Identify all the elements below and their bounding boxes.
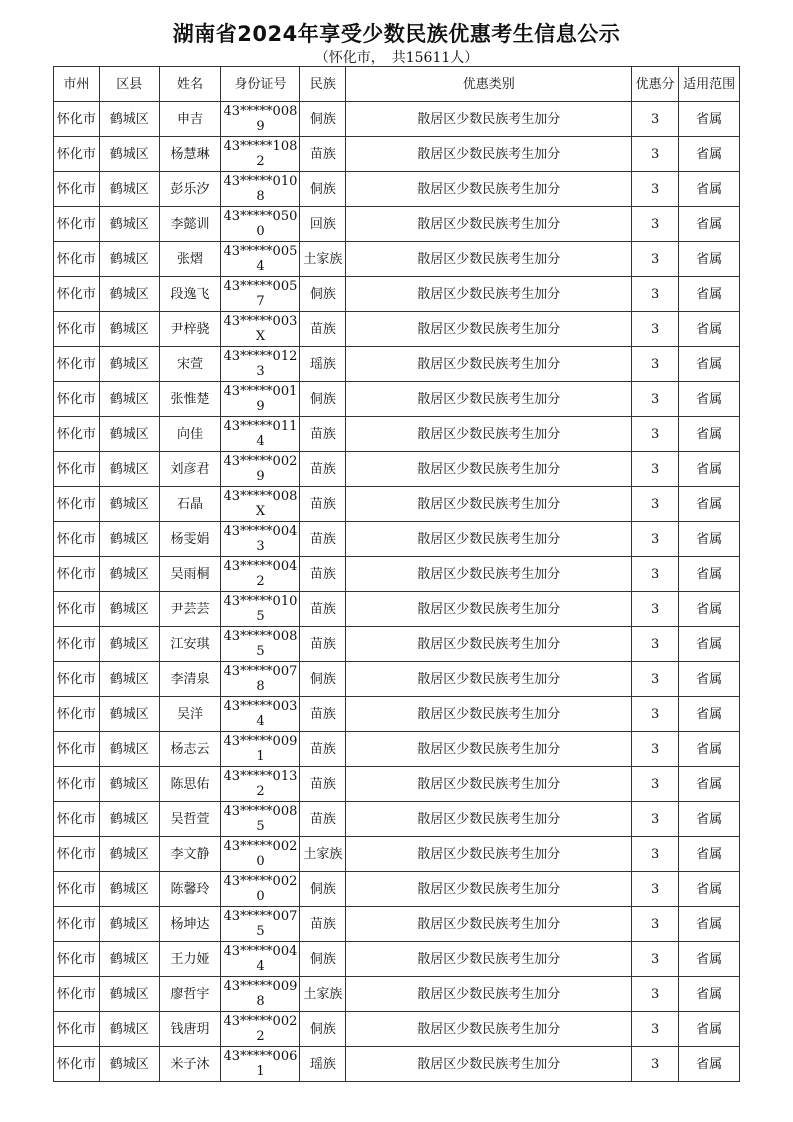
cell-id-number: 43*****1082 — [221, 137, 300, 172]
cell-district: 鹤城区 — [99, 697, 159, 732]
cell-scope: 省属 — [679, 907, 740, 942]
cell-district: 鹤城区 — [99, 977, 159, 1012]
cell-bonus-points: 3 — [632, 277, 679, 312]
table-row — [54, 382, 740, 417]
cell-city: 怀化市 — [54, 802, 100, 837]
cell-name: 陈馨玲 — [159, 872, 221, 907]
cell-id-number: 43*****0132 — [221, 767, 300, 802]
cell-id-number: 43*****0019 — [221, 382, 300, 417]
cell-ethnicity: 侗族 — [300, 942, 346, 977]
column-header-ethnicity: 民族 — [300, 67, 346, 102]
cell-ethnicity: 苗族 — [300, 732, 346, 767]
cell-ethnicity: 苗族 — [300, 452, 346, 487]
cell-district: 鹤城区 — [99, 417, 159, 452]
cell-bonus-points: 3 — [632, 802, 679, 837]
cell-bonus-points: 3 — [632, 977, 679, 1012]
cell-district: 鹤城区 — [99, 872, 159, 907]
cell-city: 怀化市 — [54, 487, 100, 522]
cell-bonus-type: 散居区少数民族考生加分 — [346, 312, 632, 347]
cell-scope: 省属 — [679, 837, 740, 872]
cell-id-number: 43*****0034 — [221, 697, 300, 732]
table-row — [54, 767, 740, 802]
cell-id-number: 43*****0043 — [221, 522, 300, 557]
table-row — [54, 452, 740, 487]
cell-name: 杨雯娟 — [159, 522, 221, 557]
cell-city: 怀化市 — [54, 697, 100, 732]
cell-bonus-type: 散居区少数民族考生加分 — [346, 557, 632, 592]
table-row — [54, 522, 740, 557]
cell-name: 吴雨桐 — [159, 557, 221, 592]
column-header-id-number: 身份证号 — [221, 67, 300, 102]
cell-id-number: 43*****0020 — [221, 837, 300, 872]
cell-city: 怀化市 — [54, 977, 100, 1012]
cell-scope: 省属 — [679, 942, 740, 977]
table-row — [54, 172, 740, 207]
cell-ethnicity: 苗族 — [300, 802, 346, 837]
cell-district: 鹤城区 — [99, 382, 159, 417]
cell-ethnicity: 苗族 — [300, 137, 346, 172]
cell-bonus-points: 3 — [632, 732, 679, 767]
table-row — [54, 242, 740, 277]
cell-ethnicity: 侗族 — [300, 277, 346, 312]
cell-bonus-type: 散居区少数民族考生加分 — [346, 627, 632, 662]
cell-ethnicity: 侗族 — [300, 382, 346, 417]
cell-bonus-points: 3 — [632, 662, 679, 697]
cell-ethnicity: 侗族 — [300, 1012, 346, 1047]
cell-district: 鹤城区 — [99, 137, 159, 172]
cell-bonus-points: 3 — [632, 137, 679, 172]
cell-bonus-type: 散居区少数民族考生加分 — [346, 872, 632, 907]
cell-bonus-points: 3 — [632, 452, 679, 487]
cell-scope: 省属 — [679, 207, 740, 242]
cell-bonus-points: 3 — [632, 872, 679, 907]
cell-district: 鹤城区 — [99, 1012, 159, 1047]
cell-city: 怀化市 — [54, 382, 100, 417]
cell-id-number: 43*****0075 — [221, 907, 300, 942]
cell-district: 鹤城区 — [99, 732, 159, 767]
column-header-bonus-points: 优惠分 — [632, 67, 679, 102]
cell-city: 怀化市 — [54, 872, 100, 907]
cell-bonus-type: 散居区少数民族考生加分 — [346, 837, 632, 872]
cell-bonus-points: 3 — [632, 1047, 679, 1082]
cell-name: 尹梓骁 — [159, 312, 221, 347]
cell-scope: 省属 — [679, 522, 740, 557]
cell-scope: 省属 — [679, 802, 740, 837]
cell-bonus-points: 3 — [632, 942, 679, 977]
table-body — [54, 102, 740, 1082]
cell-city: 怀化市 — [54, 417, 100, 452]
cell-bonus-points: 3 — [632, 522, 679, 557]
cell-bonus-type: 散居区少数民族考生加分 — [346, 277, 632, 312]
table-row — [54, 1012, 740, 1047]
table-row — [54, 627, 740, 662]
cell-name: 宋萱 — [159, 347, 221, 382]
cell-id-number: 43*****0114 — [221, 417, 300, 452]
cell-id-number: 43*****0089 — [221, 102, 300, 137]
cell-name: 王力娅 — [159, 942, 221, 977]
cell-name: 刘彦君 — [159, 452, 221, 487]
cell-id-number: 43*****0020 — [221, 872, 300, 907]
cell-city: 怀化市 — [54, 522, 100, 557]
cell-city: 怀化市 — [54, 207, 100, 242]
cell-ethnicity: 侗族 — [300, 102, 346, 137]
cell-scope: 省属 — [679, 417, 740, 452]
cell-name: 尹芸芸 — [159, 592, 221, 627]
cell-scope: 省属 — [679, 1047, 740, 1082]
cell-id-number: 43*****0044 — [221, 942, 300, 977]
cell-id-number: 43*****0098 — [221, 977, 300, 1012]
cell-bonus-type: 散居区少数民族考生加分 — [346, 347, 632, 382]
cell-scope: 省属 — [679, 172, 740, 207]
cell-scope: 省属 — [679, 732, 740, 767]
cell-name: 向佳 — [159, 417, 221, 452]
cell-ethnicity: 回族 — [300, 207, 346, 242]
cell-ethnicity: 侗族 — [300, 872, 346, 907]
cell-name: 李清泉 — [159, 662, 221, 697]
cell-bonus-points: 3 — [632, 172, 679, 207]
table-row — [54, 697, 740, 732]
cell-id-number: 43*****003X — [221, 312, 300, 347]
cell-name: 吴哲萱 — [159, 802, 221, 837]
cell-scope: 省属 — [679, 1012, 740, 1047]
cell-ethnicity: 瑶族 — [300, 1047, 346, 1082]
page-title: 湖南省2024年享受少数民族优惠考生信息公示 — [172, 22, 621, 46]
cell-ethnicity: 侗族 — [300, 662, 346, 697]
cell-name: 吴洋 — [159, 697, 221, 732]
cell-district: 鹤城区 — [99, 207, 159, 242]
cell-district: 鹤城区 — [99, 102, 159, 137]
cell-ethnicity: 苗族 — [300, 907, 346, 942]
cell-city: 怀化市 — [54, 837, 100, 872]
cell-city: 怀化市 — [54, 312, 100, 347]
cell-city: 怀化市 — [54, 767, 100, 802]
cell-bonus-points: 3 — [632, 242, 679, 277]
cell-district: 鹤城区 — [99, 347, 159, 382]
cell-id-number: 43*****0022 — [221, 1012, 300, 1047]
cell-city: 怀化市 — [54, 627, 100, 662]
cell-bonus-points: 3 — [632, 312, 679, 347]
cell-scope: 省属 — [679, 102, 740, 137]
cell-bonus-type: 散居区少数民族考生加分 — [346, 487, 632, 522]
column-header-name: 姓名 — [159, 67, 221, 102]
cell-district: 鹤城区 — [99, 522, 159, 557]
cell-scope: 省属 — [679, 382, 740, 417]
cell-bonus-type: 散居区少数民族考生加分 — [346, 1047, 632, 1082]
cell-district: 鹤城区 — [99, 242, 159, 277]
cell-name: 石晶 — [159, 487, 221, 522]
cell-id-number: 43*****0105 — [221, 592, 300, 627]
table-row — [54, 942, 740, 977]
cell-scope: 省属 — [679, 137, 740, 172]
column-header-scope: 适用范围 — [679, 67, 740, 102]
cell-bonus-points: 3 — [632, 837, 679, 872]
cell-city: 怀化市 — [54, 942, 100, 977]
cell-scope: 省属 — [679, 242, 740, 277]
cell-scope: 省属 — [679, 872, 740, 907]
cell-scope: 省属 — [679, 627, 740, 662]
cell-bonus-points: 3 — [632, 382, 679, 417]
cell-name: 杨坤达 — [159, 907, 221, 942]
column-header-bonus-type: 优惠类别 — [346, 67, 632, 102]
cell-scope: 省属 — [679, 662, 740, 697]
cell-district: 鹤城区 — [99, 1047, 159, 1082]
cell-bonus-points: 3 — [632, 627, 679, 662]
cell-ethnicity: 瑶族 — [300, 347, 346, 382]
cell-id-number: 43*****0085 — [221, 802, 300, 837]
cell-city: 怀化市 — [54, 557, 100, 592]
cell-ethnicity: 苗族 — [300, 557, 346, 592]
cell-bonus-points: 3 — [632, 417, 679, 452]
cell-bonus-points: 3 — [632, 697, 679, 732]
cell-id-number: 43*****0054 — [221, 242, 300, 277]
cell-id-number: 43*****0042 — [221, 557, 300, 592]
cell-id-number: 43*****0057 — [221, 277, 300, 312]
cell-id-number: 43*****008X — [221, 487, 300, 522]
cell-bonus-type: 散居区少数民族考生加分 — [346, 977, 632, 1012]
cell-bonus-points: 3 — [632, 767, 679, 802]
cell-ethnicity: 苗族 — [300, 592, 346, 627]
cell-name: 杨慧琳 — [159, 137, 221, 172]
cell-district: 鹤城区 — [99, 662, 159, 697]
cell-scope: 省属 — [679, 487, 740, 522]
cell-ethnicity: 苗族 — [300, 697, 346, 732]
cell-district: 鹤城区 — [99, 907, 159, 942]
cell-district: 鹤城区 — [99, 942, 159, 977]
table-row — [54, 872, 740, 907]
cell-ethnicity: 土家族 — [300, 837, 346, 872]
cell-scope: 省属 — [679, 977, 740, 1012]
cell-bonus-points: 3 — [632, 592, 679, 627]
cell-id-number: 43*****0108 — [221, 172, 300, 207]
table-row — [54, 557, 740, 592]
cell-name: 段逸飞 — [159, 277, 221, 312]
cell-ethnicity: 苗族 — [300, 487, 346, 522]
table-row — [54, 837, 740, 872]
cell-district: 鹤城区 — [99, 312, 159, 347]
table-row — [54, 207, 740, 242]
cell-bonus-points: 3 — [632, 207, 679, 242]
cell-name: 米子沐 — [159, 1047, 221, 1082]
cell-scope: 省属 — [679, 347, 740, 382]
table-row — [54, 802, 740, 837]
table-header-row — [54, 67, 740, 102]
cell-city: 怀化市 — [54, 662, 100, 697]
table-row — [54, 347, 740, 382]
cell-name: 廖哲宇 — [159, 977, 221, 1012]
cell-district: 鹤城区 — [99, 172, 159, 207]
cell-bonus-points: 3 — [632, 1012, 679, 1047]
cell-scope: 省属 — [679, 452, 740, 487]
cell-ethnicity: 苗族 — [300, 312, 346, 347]
cell-scope: 省属 — [679, 592, 740, 627]
cell-bonus-type: 散居区少数民族考生加分 — [346, 452, 632, 487]
cell-bonus-type: 散居区少数民族考生加分 — [346, 802, 632, 837]
table-row — [54, 592, 740, 627]
table-row — [54, 137, 740, 172]
cell-bonus-points: 3 — [632, 487, 679, 522]
cell-ethnicity: 苗族 — [300, 417, 346, 452]
cell-id-number: 43*****0085 — [221, 627, 300, 662]
cell-ethnicity: 苗族 — [300, 522, 346, 557]
table-row — [54, 312, 740, 347]
table-row — [54, 907, 740, 942]
cell-ethnicity: 侗族 — [300, 172, 346, 207]
table-row — [54, 417, 740, 452]
cell-ethnicity: 土家族 — [300, 977, 346, 1012]
cell-city: 怀化市 — [54, 732, 100, 767]
cell-bonus-type: 散居区少数民族考生加分 — [346, 662, 632, 697]
cell-district: 鹤城区 — [99, 627, 159, 662]
cell-city: 怀化市 — [54, 137, 100, 172]
cell-bonus-type: 散居区少数民族考生加分 — [346, 942, 632, 977]
cell-bonus-type: 散居区少数民族考生加分 — [346, 767, 632, 802]
cell-city: 怀化市 — [54, 452, 100, 487]
cell-district: 鹤城区 — [99, 767, 159, 802]
column-header-district: 区县 — [99, 67, 159, 102]
cell-district: 鹤城区 — [99, 452, 159, 487]
cell-ethnicity: 土家族 — [300, 242, 346, 277]
cell-district: 鹤城区 — [99, 487, 159, 522]
cell-bonus-points: 3 — [632, 907, 679, 942]
cell-name: 张惟楚 — [159, 382, 221, 417]
cell-city: 怀化市 — [54, 172, 100, 207]
column-header-city: 市州 — [54, 67, 100, 102]
cell-district: 鹤城区 — [99, 837, 159, 872]
cell-ethnicity: 苗族 — [300, 767, 346, 802]
cell-id-number: 43*****0061 — [221, 1047, 300, 1082]
cell-name: 江安琪 — [159, 627, 221, 662]
cell-bonus-type: 散居区少数民族考生加分 — [346, 417, 632, 452]
cell-bonus-points: 3 — [632, 557, 679, 592]
cell-bonus-type: 散居区少数民族考生加分 — [346, 697, 632, 732]
cell-city: 怀化市 — [54, 242, 100, 277]
cell-scope: 省属 — [679, 697, 740, 732]
cell-id-number: 43*****0500 — [221, 207, 300, 242]
cell-bonus-type: 散居区少数民族考生加分 — [346, 137, 632, 172]
cell-bonus-type: 散居区少数民族考生加分 — [346, 907, 632, 942]
cell-bonus-type: 散居区少数民族考生加分 — [346, 522, 632, 557]
cell-city: 怀化市 — [54, 277, 100, 312]
cell-name: 李懿训 — [159, 207, 221, 242]
candidate-table — [53, 66, 740, 1082]
cell-ethnicity: 苗族 — [300, 627, 346, 662]
cell-bonus-type: 散居区少数民族考生加分 — [346, 242, 632, 277]
cell-district: 鹤城区 — [99, 802, 159, 837]
cell-bonus-type: 散居区少数民族考生加分 — [346, 1012, 632, 1047]
cell-id-number: 43*****0029 — [221, 452, 300, 487]
cell-name: 李文静 — [159, 837, 221, 872]
cell-bonus-points: 3 — [632, 102, 679, 137]
cell-scope: 省属 — [679, 277, 740, 312]
cell-city: 怀化市 — [54, 347, 100, 382]
table-row — [54, 662, 740, 697]
cell-bonus-type: 散居区少数民族考生加分 — [346, 592, 632, 627]
table-row — [54, 277, 740, 312]
cell-scope: 省属 — [679, 557, 740, 592]
table-row — [54, 1047, 740, 1082]
cell-bonus-type: 散居区少数民族考生加分 — [346, 382, 632, 417]
cell-name: 钱唐玥 — [159, 1012, 221, 1047]
cell-scope: 省属 — [679, 312, 740, 347]
cell-bonus-points: 3 — [632, 347, 679, 382]
table-row — [54, 977, 740, 1012]
cell-district: 鹤城区 — [99, 592, 159, 627]
cell-city: 怀化市 — [54, 592, 100, 627]
cell-bonus-type: 散居区少数民族考生加分 — [346, 102, 632, 137]
cell-bonus-type: 散居区少数民族考生加分 — [346, 172, 632, 207]
cell-id-number: 43*****0091 — [221, 732, 300, 767]
cell-name: 张熠 — [159, 242, 221, 277]
cell-name: 申吉 — [159, 102, 221, 137]
cell-district: 鹤城区 — [99, 557, 159, 592]
cell-city: 怀化市 — [54, 1047, 100, 1082]
page-subtitle: （怀化市， 共15611人） — [314, 50, 479, 66]
table-row — [54, 487, 740, 522]
cell-bonus-type: 散居区少数民族考生加分 — [346, 207, 632, 242]
cell-name: 杨志云 — [159, 732, 221, 767]
table-row — [54, 102, 740, 137]
cell-id-number: 43*****0123 — [221, 347, 300, 382]
cell-bonus-type: 散居区少数民族考生加分 — [346, 732, 632, 767]
cell-id-number: 43*****0078 — [221, 662, 300, 697]
cell-city: 怀化市 — [54, 907, 100, 942]
cell-city: 怀化市 — [54, 102, 100, 137]
table-row — [54, 732, 740, 767]
cell-district: 鹤城区 — [99, 277, 159, 312]
cell-name: 陈思佑 — [159, 767, 221, 802]
cell-city: 怀化市 — [54, 1012, 100, 1047]
cell-name: 彭乐汐 — [159, 172, 221, 207]
cell-scope: 省属 — [679, 767, 740, 802]
